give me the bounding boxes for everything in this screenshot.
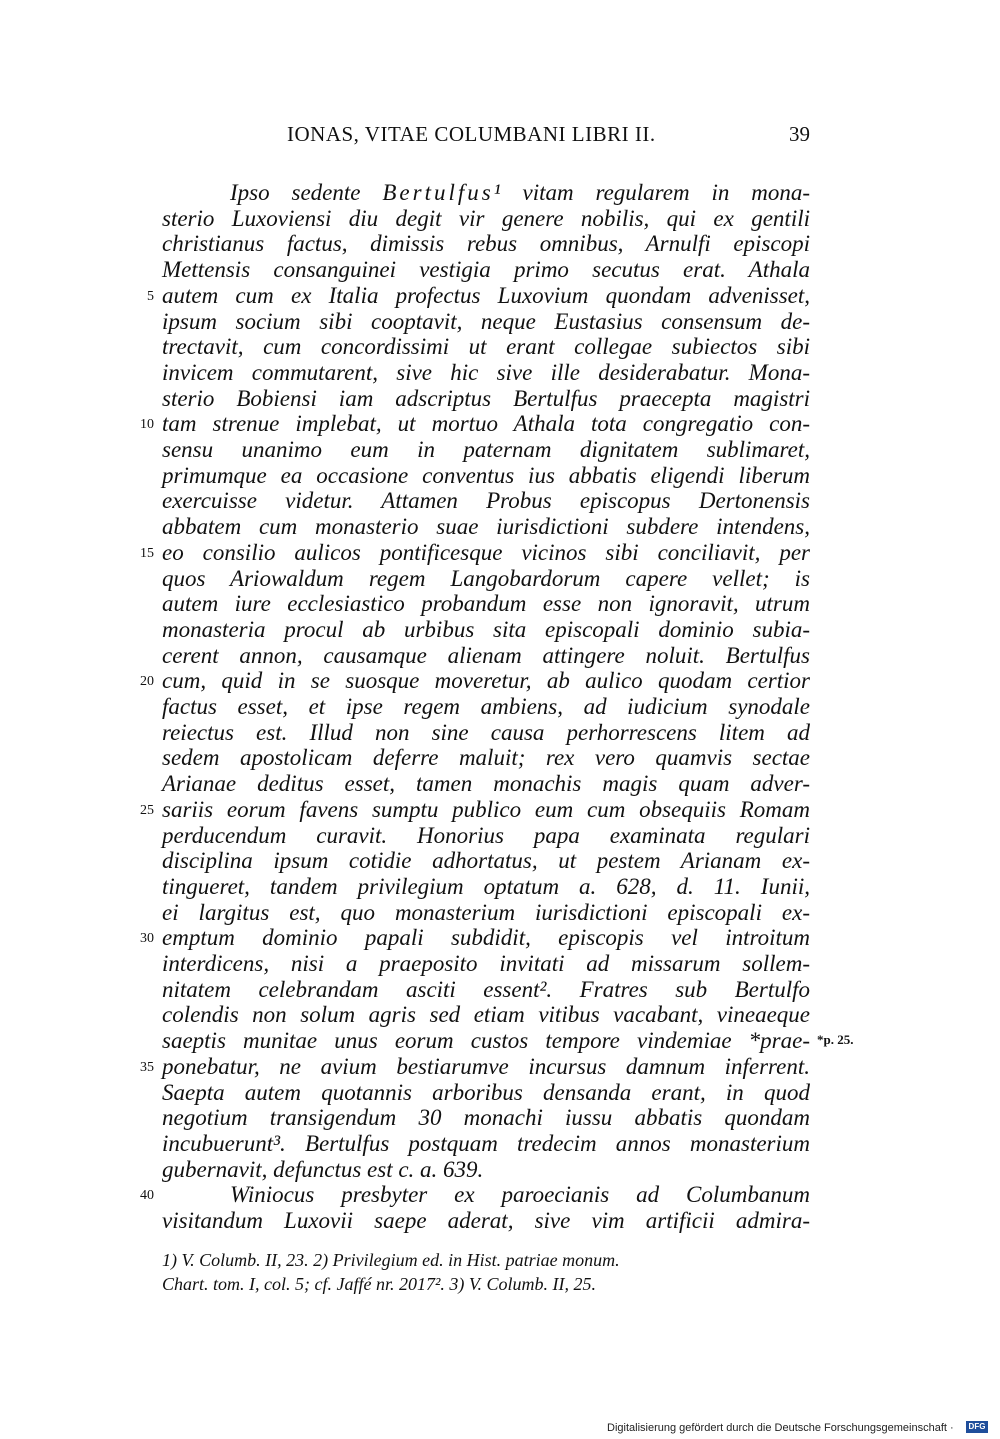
text-line: autem cum ex Italia profectus Luxovium quondam advenisset, bbox=[162, 283, 810, 308]
text-line: primumque ea occasione conventus ius abbatis eligendi liberum bbox=[162, 463, 810, 488]
text-line: factus esset, et ipse regem ambiens, ad iudicium synodale bbox=[162, 694, 810, 719]
digitization-credit: Digitalisierung gefördert durch die Deutsche Forschungsgemeinschaft · bbox=[607, 1422, 954, 1434]
text-line: quos Ariowaldum regem Langobardorum capere vellet; is bbox=[162, 566, 810, 591]
page-number: 39 bbox=[789, 122, 810, 146]
text-line: nitatem celebrandam asciti essent². Fratres sub Bertulfo bbox=[162, 977, 810, 1002]
text-line: gubernavit, defunctus est c. a. 639. bbox=[162, 1157, 484, 1182]
line-number: 20 bbox=[140, 674, 154, 689]
text-line: ipsum socium sibi cooptavit, neque Eustasius consensum de- bbox=[162, 309, 810, 334]
text-line: exercuisse videtur. Attamen Probus episcopus Dertonensis bbox=[162, 488, 810, 513]
text-line: incubuerunt³. Bertulfus postquam tredecim annos monasterium bbox=[162, 1131, 810, 1156]
text-line: sedem apostolicam deferre maluit; rex vero quamvis sectae bbox=[162, 745, 810, 770]
footnotes bbox=[162, 1248, 810, 1296]
text-line: interdicens, nisi a praeposito invitati ad missarum sollem- bbox=[162, 951, 810, 976]
text-line: perducendum curavit. Honorius papa examinata regulari bbox=[162, 823, 810, 848]
text-line: emptum dominio papali subdidit, episcopis vel introitum bbox=[162, 925, 810, 950]
text-line: abbatem cum monasterio suae iurisdictioni subdere intendens, bbox=[162, 514, 810, 539]
line-number: 35 bbox=[140, 1060, 154, 1075]
text-line: colendis non solum agris sed etiam vitibus vacabant, vineaeque bbox=[162, 1002, 810, 1027]
text-line: disciplina ipsum cotidie adhortatus, ut pestem Arianam ex- bbox=[162, 848, 810, 873]
page-reference-marginal-note: *p. 25. bbox=[817, 1032, 854, 1047]
text-line: christianus factus, dimissis rebus omnibus, Arnulfi episcopi bbox=[162, 231, 810, 256]
text-line: Mettensis consanguinei vestigia primo secutus erat. Athala bbox=[162, 257, 810, 282]
text-line: Saepta autem quotannis arboribus densanda erant, in quod bbox=[162, 1080, 810, 1105]
text-line: autem iure ecclesiastico probandum esse non ignoravit, utrum bbox=[162, 591, 810, 616]
running-title: IONAS, VITAE COLUMBANI LIBRI II. bbox=[287, 122, 656, 146]
text-line: trectavit, cum concordissimi ut erant collegae subiectos sibi bbox=[162, 334, 810, 359]
text-line: invicem commutarent, sive hic sive ille desiderabatur. Mona- bbox=[162, 360, 810, 385]
line-number: 15 bbox=[140, 546, 154, 561]
spaced-name: Bertulfus bbox=[382, 180, 494, 205]
text-line: sensu unanimo eum in paternam dignitatem sublimaret, bbox=[162, 437, 810, 462]
text-line: tam strenue implebat, ut mortuo Athala tota congregatio con- bbox=[162, 411, 810, 436]
text-line: Winiocus presbyter ex paroecianis ad Columbanum bbox=[230, 1182, 810, 1207]
line-number: 5 bbox=[147, 289, 154, 304]
footnote-line: 1) V. Columb. II, 23. 2) Privilegium ed. in Hist. patriae monum. bbox=[162, 1250, 620, 1270]
line-number: 10 bbox=[140, 417, 154, 432]
text-line: cum, quid in se suosque moveretur, ab aulico quodam certior bbox=[162, 668, 810, 693]
text-line: tingueret, tandem privilegium optatum a. 628, d. 11. Iunii, bbox=[162, 874, 810, 899]
text-line: Ipso sedente Bertulfus¹ vitam regularem in mona- bbox=[230, 180, 811, 205]
footnote-line: Chart. tom. I, col. 5; cf. Jaffé nr. 2017². 3) V. Columb. II, 25. bbox=[162, 1274, 597, 1294]
text-line: Arianae deditus esset, tamen monachis magis quam adver- bbox=[162, 771, 810, 796]
dfg-logo: DFG bbox=[966, 1421, 988, 1433]
text-line: reiectus est. Illud non sine causa perhorrescens litem ad bbox=[162, 720, 810, 745]
text-line: saeptis munitae unus eorum custos tempore vindemiae *prae- bbox=[162, 1028, 810, 1053]
text-line: ponebatur, ne avium bestiarumve incursus damnum inferrent. bbox=[162, 1054, 810, 1079]
text-line: monasteria procul ab urbibus sita episcopali dominio subia- bbox=[162, 617, 810, 642]
text-line: sterio Luxoviensi diu degit vir genere nobilis, qui ex gentili bbox=[162, 206, 810, 231]
running-head bbox=[162, 122, 810, 152]
line-number: 25 bbox=[140, 803, 154, 818]
text-line: sariis eorum favens sumptu publico eum cum obsequiis Romam bbox=[162, 797, 810, 822]
text-line: negotium transigendum 30 monachi iussu abbatis quondam bbox=[162, 1105, 810, 1130]
text-line: ei largitus est, quo monasterium iurisdictioni episcopali ex- bbox=[162, 900, 810, 925]
text-line: cerent annon, causamque alienam attingere noluit. Bertulfus bbox=[162, 643, 810, 668]
text-line: visitandum Luxovii saepe aderat, sive vim artificii admira- bbox=[162, 1208, 810, 1233]
line-number: 40 bbox=[140, 1188, 154, 1203]
text-line: eo consilio aulicos pontificesque vicinos sibi conciliavit, per bbox=[162, 540, 810, 565]
text-line: sterio Bobiensi iam adscriptus Bertulfus praecepta magistri bbox=[162, 386, 810, 411]
line-number: 30 bbox=[140, 931, 154, 946]
